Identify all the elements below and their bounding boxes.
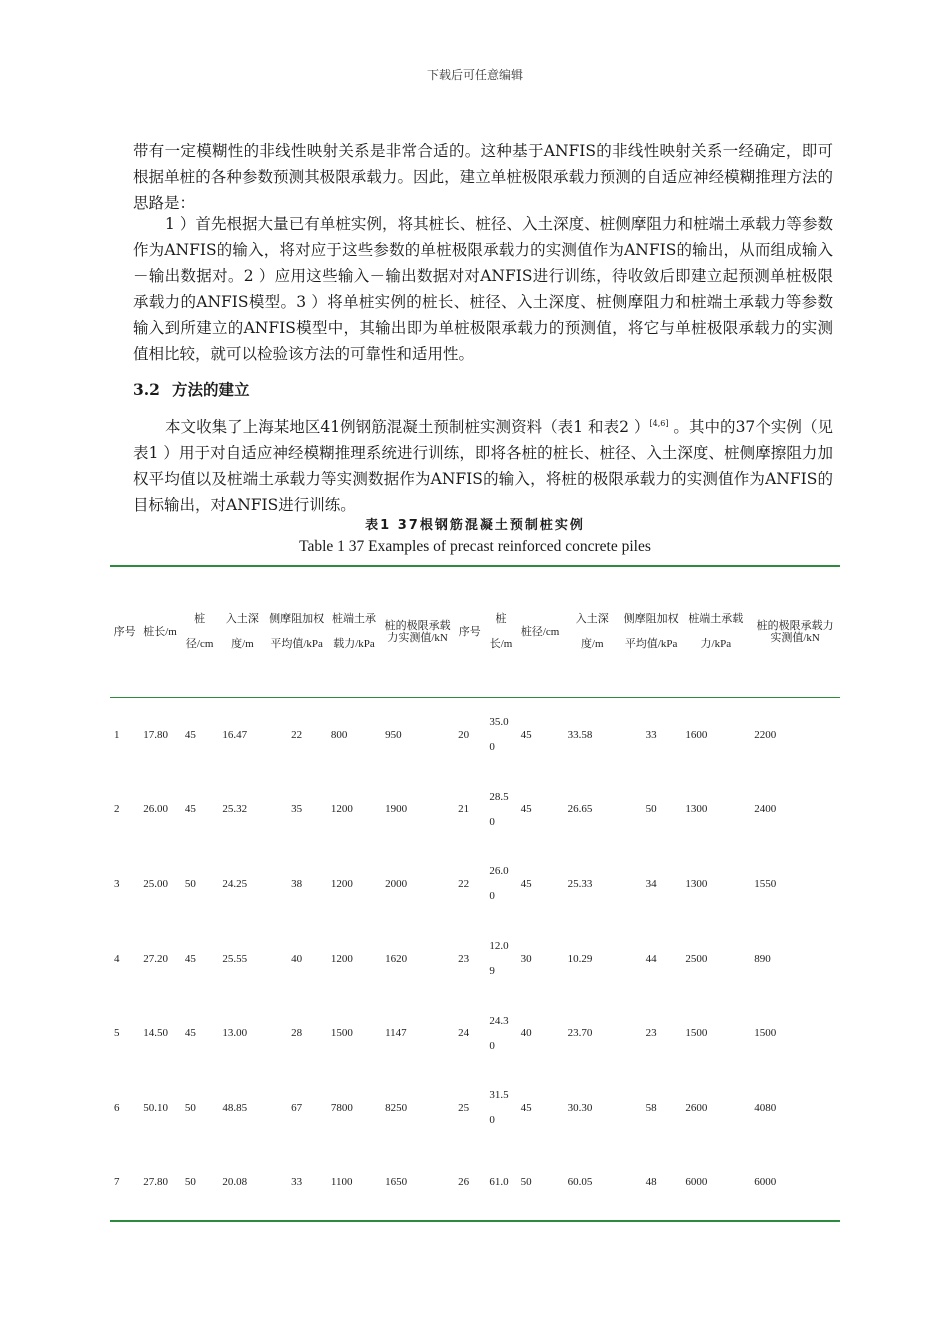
table-caption-english: Table 1 37 Examples of precast reinforced concrete piles (299, 538, 651, 555)
table-cell: 1300 (685, 877, 708, 890)
table-cell: 30.30 (567, 1101, 593, 1114)
column-header: 桩端土承载力/kPa (688, 613, 744, 650)
column-header: 序号 (113, 625, 136, 638)
table-cell: 3 (114, 877, 120, 890)
table-cell: 45 (184, 803, 196, 816)
table-cell: 45 (520, 1101, 532, 1114)
table-cell: 23.70 (567, 1027, 593, 1040)
table-cell: 24.25 (222, 877, 248, 890)
section-title: 方法的建立 (171, 380, 250, 399)
table-row (110, 996, 840, 1071)
table-cell: 44 (645, 952, 657, 965)
table-cell: 800 (330, 728, 348, 741)
table-cell: 13.00 (222, 1027, 248, 1040)
table-cell: 50 (184, 1176, 196, 1189)
table-cell: 25.00 (143, 877, 168, 890)
table-cell: 40 (291, 952, 303, 965)
table-cell: 2000 (385, 877, 408, 890)
table-cell: 27.20 (143, 952, 168, 965)
table-cell: 45 (520, 803, 532, 816)
table-cell: 48 (645, 1176, 657, 1189)
column-header: 桩端土承载力/kPa (331, 613, 376, 650)
table-cell: 35 (291, 803, 303, 816)
table-cell: 50 (184, 1101, 196, 1114)
table-caption-chinese: 表1 37根钢筋混凝土预制桩实例 (365, 518, 585, 533)
table-cell: 33 (645, 728, 657, 741)
table-cell: 7 (114, 1176, 120, 1189)
table-cell: 28 (291, 1027, 303, 1040)
paragraph-3-text: 本文收集了上海某地区41例钢筋混凝土预制桩实测资料（表1 和表2 ） (165, 418, 650, 436)
table-cell: 1200 (330, 877, 353, 890)
table-row (110, 698, 840, 773)
table-cell: 6000 (685, 1176, 708, 1189)
table-cell: 31.50 (489, 1089, 509, 1127)
column-header: 桩长/m (489, 613, 513, 650)
table-cell: 6 (114, 1101, 120, 1114)
table-cell: 50.10 (143, 1101, 168, 1114)
table-cell: 28.50 (489, 790, 509, 828)
table-cell: 27.80 (143, 1176, 168, 1189)
table-cell: 10.29 (567, 952, 593, 965)
table-cell: 1500 (685, 1027, 708, 1040)
paragraph-3-text-cont: 。其中的37个实例（见表1 ）用于对自适应神经模糊推理系统进行训练，即将各桩的桩长、桩径、入土深度、桩侧摩擦阻力加权平均值以及桩端土承载力等实测数据作为ANFIS的输入，将桩的极限承载力的实测值作为ANFIS的目标输出，对ANFIS进行训练。 (133, 418, 833, 514)
table-cell: 1147 (385, 1027, 407, 1040)
table-cell: 20.08 (222, 1176, 248, 1189)
table-cell: 25.32 (222, 803, 248, 816)
column-header: 入土深度/m (225, 613, 259, 650)
table-cell: 26.00 (489, 865, 509, 903)
column-header: 入土深度/m (575, 613, 609, 650)
table-cell: 33.58 (567, 728, 593, 741)
table-row (110, 847, 840, 922)
column-header: 侧摩阻加权平均值/kPa (269, 613, 325, 650)
column-header: 桩的极限承载力实测值/kN (384, 620, 451, 644)
table-cell: 8250 (385, 1101, 408, 1114)
table-cell: 5 (114, 1027, 120, 1040)
body-paragraph-2: 1 ）首先根据大量已有单桩实例，将其桩长、桩径、入土深度、桩侧摩阻力和桩端土承载力等参数作为ANFIS的输入，将对应于这些参数的单桩极限承载力的实测值作为ANFIS的输出，从而组成输入－输出数据对。2 ）应用这些输入－输出数据对对ANFIS进行训练，待收敛后即建立起预测单桩极限承载力的ANFIS模型。3 ）将单桩实例的桩长、桩径、入土深度、桩侧摩阻力和桩端土承载力等参数输入到所建立的ANFIS模型中，其输出即为单桩极限承载力的预测值，将它与单桩极限承载力的实测值相比较，就可以检验该方法的可靠性和适用性。 (133, 215, 833, 363)
column-header: 序号 (458, 625, 481, 638)
table-cell: 58 (645, 1101, 657, 1114)
table-cell: 45 (184, 952, 196, 965)
table-cell: 1620 (385, 952, 408, 965)
table-cell: 6000 (754, 1176, 777, 1189)
table-cell: 38 (291, 877, 303, 890)
column-header: 桩径/cm (185, 613, 214, 650)
column-header: 桩长/m (143, 625, 177, 638)
page-header: 下载后可任意编辑 (426, 68, 523, 82)
table-cell: 1600 (685, 728, 708, 741)
table-cell: 45 (520, 877, 532, 890)
table-cell: 45 (184, 728, 196, 741)
table-cell: 1100 (330, 1176, 353, 1189)
table-cell: 67 (291, 1101, 303, 1114)
table-cell: 25.33 (567, 877, 593, 890)
table-cell: 26 (458, 1176, 470, 1189)
table-cell: 1550 (754, 877, 777, 890)
table-cell: 4 (114, 952, 120, 965)
table-cell: 30 (520, 952, 532, 965)
table-cell: 60.05 (567, 1176, 593, 1189)
table-cell: 1300 (685, 803, 708, 816)
table-cell: 35.00 (489, 716, 509, 754)
table-cell: 2400 (754, 803, 777, 816)
table-cell: 24.30 (489, 1014, 509, 1052)
table-cell: 890 (754, 952, 771, 965)
table-cell: 2500 (685, 952, 708, 965)
table-cell: 1900 (385, 803, 408, 816)
table-cell: 23 (458, 952, 470, 965)
table-cell: 25.55 (222, 952, 248, 965)
table-cell: 25 (458, 1101, 470, 1114)
table-cell: 1200 (330, 803, 353, 816)
table-row (110, 922, 840, 997)
table-cell: 22 (458, 877, 470, 890)
table-row (110, 1071, 840, 1146)
body-paragraph-3 (133, 411, 833, 518)
table-cell: 20 (458, 728, 470, 741)
table-cell: 48.85 (222, 1101, 248, 1114)
table-cell: 45 (520, 728, 532, 741)
table-cell: 16.47 (222, 728, 248, 741)
table-cell: 17.80 (143, 728, 168, 741)
table-cell: 26.65 (567, 803, 593, 816)
table-cell: 26.00 (143, 803, 168, 816)
body-paragraph-1: 带有一定模糊性的非线性映射关系是非常合适的。这种基于ANFIS的非线性映射关系一经确定，即可根据单桩的各种参数预测其极限承载力。因此，建立单桩极限承载力预测的自适应神经模糊推理方法的思路是： (133, 142, 833, 212)
table-cell: 12.09 (489, 940, 509, 978)
table-cell: 50 (520, 1176, 532, 1189)
table-cell: 50 (184, 877, 196, 890)
table-row (110, 1146, 840, 1222)
table-cell: 2600 (685, 1101, 708, 1114)
table-cell: 34 (645, 877, 657, 890)
table-cell: 1500 (754, 1027, 777, 1040)
table-cell: 1500 (330, 1027, 353, 1040)
table-cell: 14.50 (143, 1027, 168, 1040)
table-cell: 2 (114, 803, 120, 816)
section-number: 3.2 (133, 380, 160, 399)
pile-data-table (110, 565, 840, 1222)
section-heading (133, 378, 249, 400)
table-cell: 33 (291, 1176, 303, 1189)
table-cell: 4080 (754, 1101, 777, 1114)
column-header: 侧摩阻加权平均值/kPa (623, 613, 679, 650)
table-header-row (110, 566, 840, 698)
citation-reference: [4,6] (649, 419, 669, 428)
table-cell: 950 (385, 728, 402, 741)
table-cell: 24 (458, 1027, 470, 1040)
table-cell: 21 (458, 803, 470, 816)
table-row (110, 773, 840, 848)
table-cell: 50 (645, 803, 657, 816)
table-cell: 22 (291, 728, 303, 741)
table-cell: 2200 (754, 728, 777, 741)
column-header: 桩径/cm (520, 625, 560, 638)
table-cell: 7800 (330, 1101, 353, 1114)
table-cell: 45 (184, 1027, 196, 1040)
table-cell: 1650 (385, 1176, 408, 1189)
column-header: 桩的极限承载力实测值/kN (756, 620, 834, 644)
table-cell: 1200 (330, 952, 353, 965)
table-cell: 40 (520, 1027, 532, 1040)
table-cell: 1 (114, 728, 120, 741)
table-cell: 61.0 (489, 1176, 509, 1189)
table-cell: 23 (645, 1027, 657, 1040)
